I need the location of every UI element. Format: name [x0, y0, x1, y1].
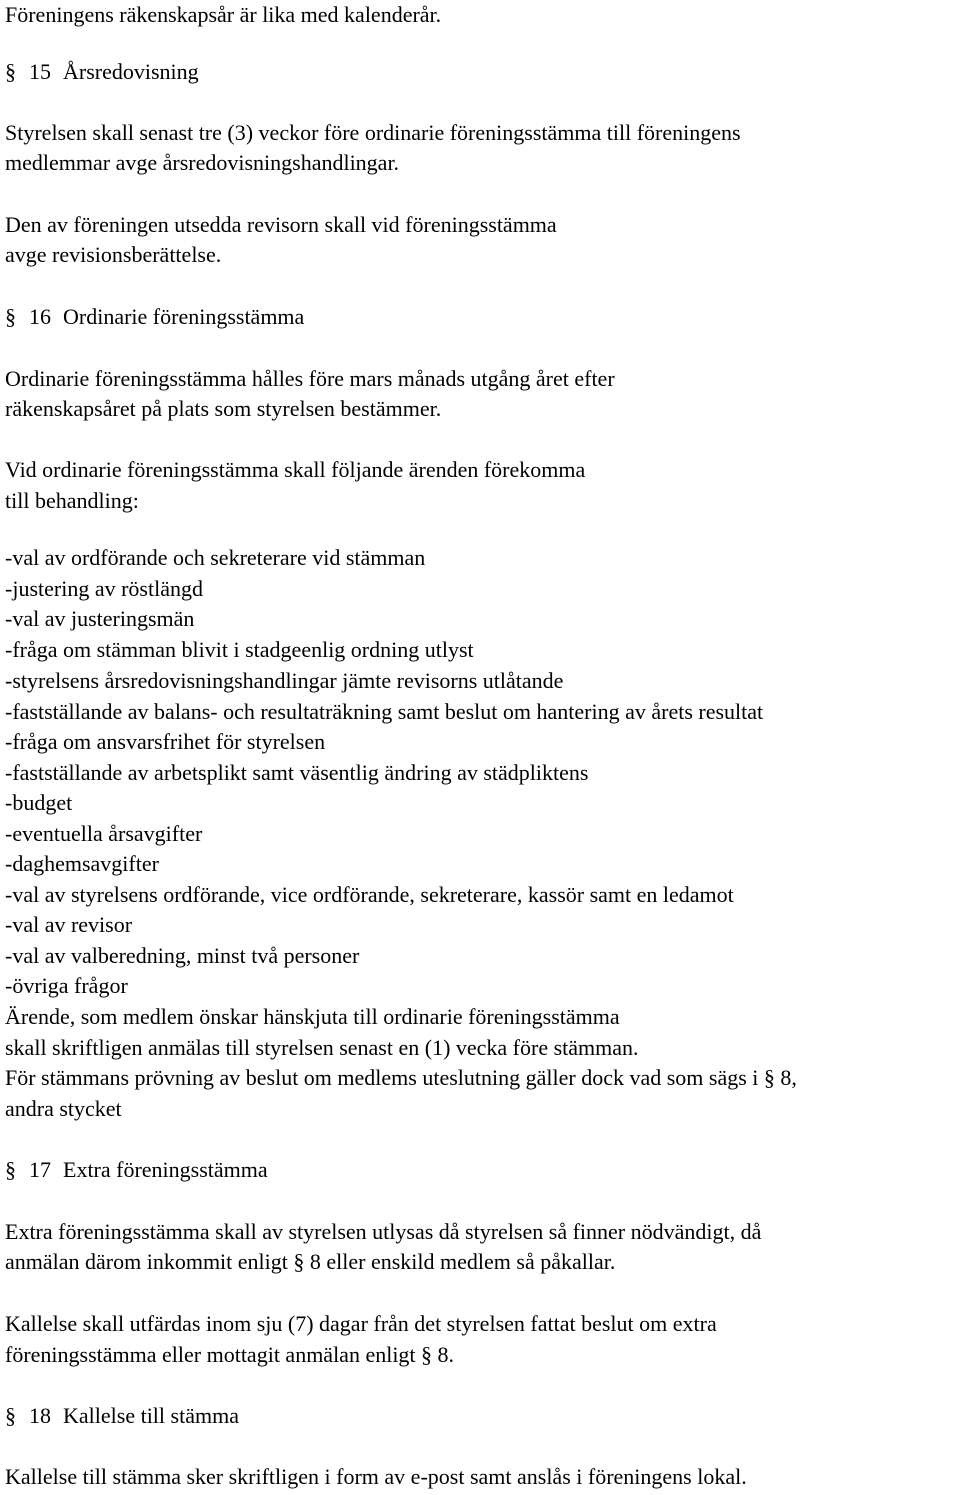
section-sign: §: [5, 1403, 16, 1428]
section-15-heading: [5, 57, 199, 87]
section-title: Ordinarie föreningsstämma: [63, 304, 305, 329]
paragraph-line: till behandling:: [5, 488, 139, 513]
section-sign: §: [5, 304, 16, 329]
agenda-item: -val av justeringsmän: [5, 606, 195, 631]
agenda-item: -daghemsavgifter: [5, 851, 159, 876]
paragraph-line: avge revisionsberättelse.: [5, 242, 222, 267]
agenda-item: -fastställande av arbetsplikt samt väsentlig ändring av städpliktens: [5, 760, 589, 785]
section-title: Kallelse till stämma: [63, 1403, 239, 1428]
agenda-item: -justering av röstlängd: [5, 576, 203, 601]
section-sign: §: [5, 59, 16, 84]
paragraph-line: Extra föreningsstämma skall av styrelsen utlysas då styrelsen så finner nödvändigt, då: [5, 1219, 762, 1244]
section-16-heading: [5, 302, 304, 332]
agenda-item: -val av ordförande och sekreterare vid stämman: [5, 545, 426, 570]
paragraph-line: räkenskapsåret på plats som styrelsen bestämmer.: [5, 396, 442, 421]
section-number: 15: [29, 59, 51, 84]
paragraph-line: skall skriftligen anmälas till styrelsen senast en (1) vecka före stämman.: [5, 1035, 639, 1060]
agenda-item: -budget: [5, 790, 73, 815]
paragraph-line: Ordinarie föreningsstämma hålles före mars månads utgång året efter: [5, 366, 615, 391]
paragraph-line: föreningsstämma eller mottagit anmälan enligt § 8.: [5, 1342, 455, 1367]
paragraph-line: Kallelse till stämma sker skriftligen i form av e-post samt anslås i föreningens lokal.: [5, 1464, 747, 1489]
paragraph-line: Ärende, som medlem önskar hänskjuta till ordinarie föreningsstämma: [5, 1004, 620, 1029]
agenda-item: -val av valberedning, minst två personer: [5, 943, 360, 968]
section-18-heading: [5, 1401, 239, 1431]
agenda-item: -fråga om stämman blivit i stadgeenlig ordning utlyst: [5, 637, 474, 662]
section-number: 16: [29, 304, 51, 329]
section-title: Extra föreningsstämma: [63, 1157, 268, 1182]
agenda-item: -val av revisor: [5, 912, 133, 937]
section-number: 17: [29, 1157, 51, 1182]
agenda-item: -val av styrelsens ordförande, vice ordförande, sekreterare, kassör samt en ledamot: [5, 882, 734, 907]
agenda-item: -eventuella årsavgifter: [5, 821, 203, 846]
section-title: Årsredovisning: [63, 59, 199, 84]
paragraph-line: Kallelse skall utfärdas inom sju (7) dagar från det styrelsen fattat beslut om extra: [5, 1311, 717, 1336]
section-number: 18: [29, 1403, 51, 1428]
paragraph-line: medlemmar avge årsredovisningshandlingar.: [5, 150, 400, 175]
paragraph-line: Vid ordinarie föreningsstämma skall följande ärenden förekomma: [5, 457, 586, 482]
intro-text: Föreningens räkenskapsår är lika med kalenderår.: [5, 2, 442, 27]
paragraph-line: anmälan därom inkommit enligt § 8 eller enskild medlem så påkallar.: [5, 1249, 616, 1274]
section-17-heading: [5, 1155, 268, 1185]
agenda-item: -övriga frågor: [5, 973, 128, 998]
paragraph-line: Den av föreningen utsedda revisorn skall vid föreningsstämma: [5, 212, 557, 237]
paragraph-line: Styrelsen skall senast tre (3) veckor före ordinarie föreningsstämma till föreningens: [5, 120, 741, 145]
paragraph-line: andra stycket: [5, 1096, 122, 1121]
agenda-item: -fastställande av balans- och resultaträkning samt beslut om hantering av årets resultat: [5, 699, 764, 724]
agenda-item: -fråga om ansvarsfrihet för styrelsen: [5, 729, 326, 754]
paragraph-line: För stämmans prövning av beslut om medlems uteslutning gäller dock vad som sägs i § 8,: [5, 1065, 797, 1090]
agenda-item: -styrelsens årsredovisningshandlingar jämte revisorns utlåtande: [5, 668, 564, 693]
section-sign: §: [5, 1157, 16, 1182]
